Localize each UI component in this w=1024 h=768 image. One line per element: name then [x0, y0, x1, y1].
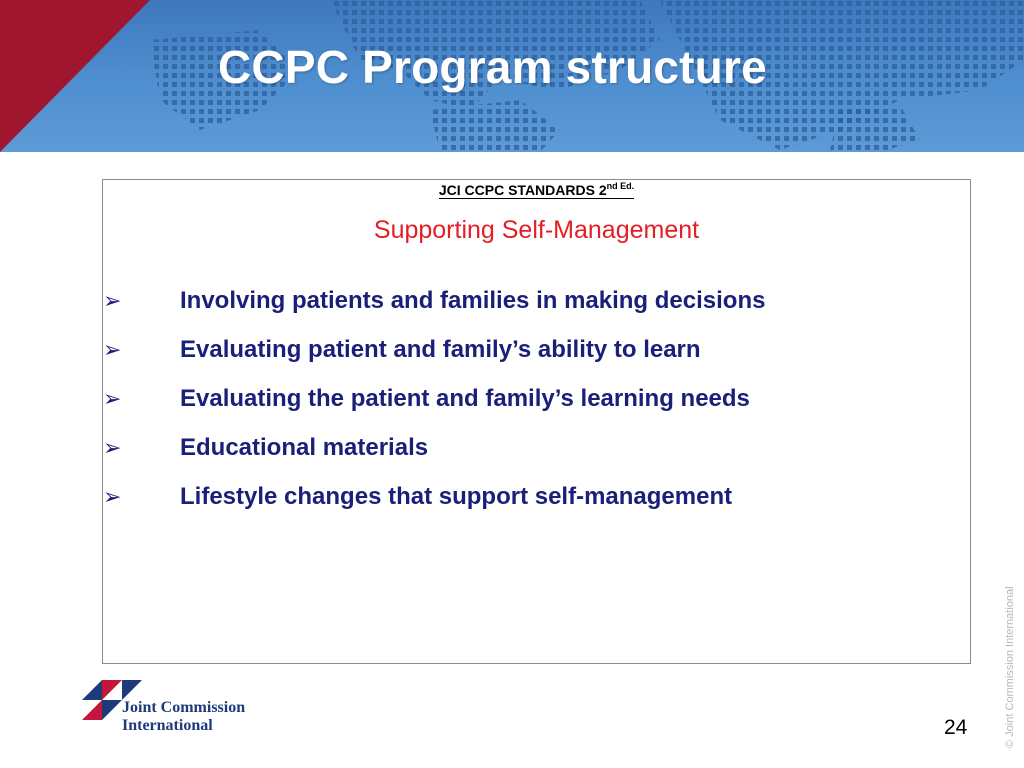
standards-heading — [103, 182, 970, 199]
standards-heading-text: JCI CCPC STANDARDS 2 — [438, 182, 607, 198]
arrowhead-bullet-icon: ➢ — [103, 288, 122, 313]
list-item-text: Evaluating the patient and family’s learning needs — [180, 385, 750, 412]
header-banner — [0, 0, 1024, 152]
logo-line-1: Joint Commission — [122, 699, 246, 716]
section-subtitle: Supporting Self-Management — [373, 216, 700, 244]
standards-heading-superscript: nd Ed. — [606, 181, 635, 191]
list-item-text: Involving patients and families in making decisions — [180, 287, 766, 314]
arrowhead-bullet-icon: ➢ — [103, 435, 122, 460]
copyright-notice: © Joint Commission International — [1004, 586, 1016, 748]
arrowhead-bullet-icon: ➢ — [103, 484, 122, 509]
logo-line-2: International — [122, 717, 213, 734]
page-number: 24 — [944, 716, 968, 739]
content-panel — [102, 179, 971, 664]
list-item-text: Lifestyle changes that support self-management — [180, 483, 733, 510]
corner-accent-graphic — [0, 0, 150, 152]
arrowhead-bullet-icon: ➢ — [103, 386, 122, 411]
list-item-text: Educational materials — [180, 434, 429, 461]
logo-wordmark — [122, 699, 245, 735]
slide-title: CCPC Program structure — [218, 41, 767, 93]
list-item-text: Evaluating patient and family’s ability to learn — [180, 336, 701, 363]
arrowhead-bullet-icon: ➢ — [103, 337, 122, 362]
